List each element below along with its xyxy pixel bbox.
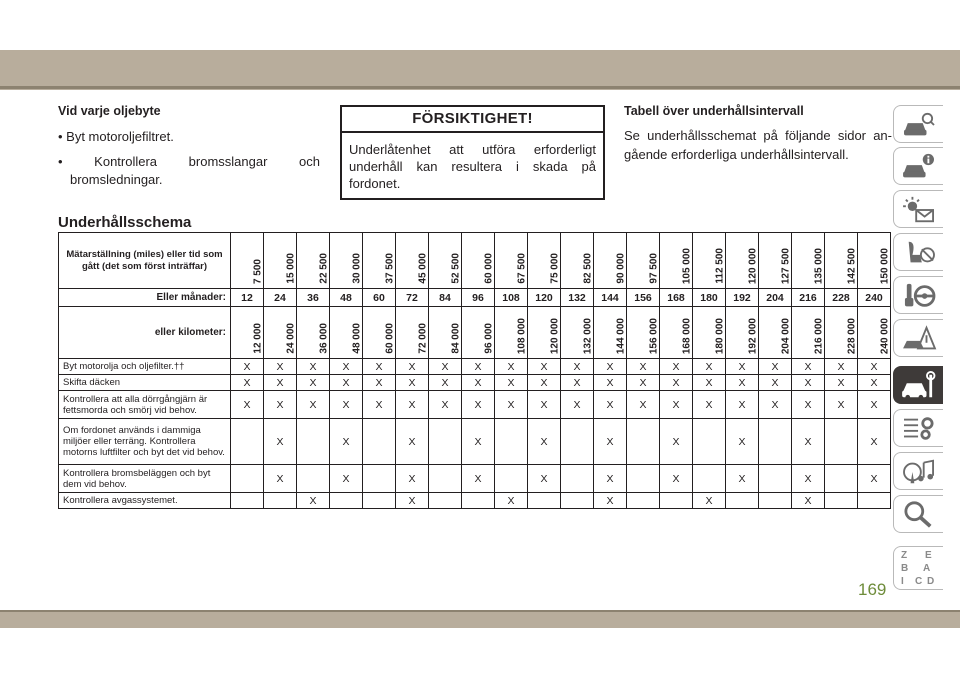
interval-mark: X — [462, 375, 495, 391]
interval-mark: X — [396, 493, 429, 509]
interval-mark — [429, 465, 462, 493]
miles-value: 142 500 — [846, 247, 858, 284]
interval-mark — [231, 493, 264, 509]
interval-mark: X — [396, 375, 429, 391]
kilometer-value: 216 000 — [813, 317, 825, 354]
interval-mark — [495, 419, 528, 465]
months-cell: 24 — [264, 289, 297, 307]
miles-value: 30 000 — [351, 253, 363, 284]
miles-cell — [528, 233, 561, 289]
interval-mark: X — [528, 391, 561, 419]
interval-mark: X — [330, 391, 363, 419]
kilometer-header: eller kilometer: — [59, 307, 231, 359]
kilometer-value: 120 000 — [549, 317, 561, 354]
interval-mark: X — [462, 391, 495, 419]
task-label: Om fordonet används i dammiga miljöer eller terräng. Kontrollera motorns luftfilter och byt det vid behov. — [59, 419, 231, 465]
interval-mark — [726, 493, 759, 509]
miles-cell — [858, 233, 891, 289]
interval-mark: X — [462, 359, 495, 375]
months-row — [59, 289, 891, 307]
index-letter: I — [901, 576, 904, 587]
months-cell: 168 — [660, 289, 693, 307]
kilometer-cell — [462, 307, 495, 359]
index-letter: A — [923, 563, 931, 574]
kilometer-value: 180 000 — [714, 317, 726, 354]
miles-row — [59, 233, 891, 289]
interval-mark: X — [231, 375, 264, 391]
interval-mark: X — [825, 359, 858, 375]
interval-mark: X — [396, 391, 429, 419]
interval-mark — [825, 465, 858, 493]
interval-mark — [462, 493, 495, 509]
side-tab-warning-lights-message[interactable] — [893, 190, 943, 228]
miles-value: 97 500 — [648, 253, 660, 284]
kilometer-cell — [495, 307, 528, 359]
miles-value: 60 000 — [483, 253, 495, 284]
miles-cell — [495, 233, 528, 289]
interval-mark: X — [330, 375, 363, 391]
interval-mark: X — [528, 359, 561, 375]
interval-mark: X — [858, 359, 891, 375]
side-tab-key-steering-wheel[interactable] — [893, 276, 943, 314]
interval-mark: X — [594, 419, 627, 465]
interval-mark: X — [627, 391, 660, 419]
oil-change-heading: Vid varje oljebyte — [58, 104, 161, 118]
kilometer-cell — [528, 307, 561, 359]
interval-mark: X — [759, 375, 792, 391]
months-cell: 60 — [363, 289, 396, 307]
miles-value: 127 500 — [780, 247, 792, 284]
months-cell: 84 — [429, 289, 462, 307]
miles-cell — [627, 233, 660, 289]
interval-mark: X — [660, 391, 693, 419]
miles-cell — [462, 233, 495, 289]
caution-text: Underlåtenhet att utföra erforderligt underhåll kan resultera i skada på fordonet. — [349, 142, 596, 191]
table-row — [59, 419, 891, 465]
interval-mark: X — [330, 465, 363, 493]
interval-mark: X — [594, 375, 627, 391]
kilometer-cell — [660, 307, 693, 359]
interval-mark: X — [759, 391, 792, 419]
interval-mark: X — [792, 493, 825, 509]
index-letter: Z — [901, 550, 908, 561]
miles-value: 67 500 — [516, 253, 528, 284]
miles-value: 15 000 — [285, 253, 297, 284]
oil-change-section — [58, 104, 320, 196]
interval-mark — [759, 493, 792, 509]
interval-mark: X — [231, 359, 264, 375]
interval-mark — [825, 419, 858, 465]
interval-mark: X — [792, 359, 825, 375]
miles-cell — [429, 233, 462, 289]
kilometer-value: 156 000 — [648, 317, 660, 354]
interval-mark — [363, 419, 396, 465]
miles-header: Mätarställning (miles) eller tid som gått (det som först inträffar) — [59, 233, 231, 289]
interval-mark: X — [561, 391, 594, 419]
interval-mark: X — [693, 391, 726, 419]
kilometer-value: 24 000 — [285, 323, 297, 354]
side-tab-car-wrench-maintenance[interactable] — [893, 366, 943, 404]
months-cell: 216 — [792, 289, 825, 307]
task-label: Kontrollera avgassystemet. — [59, 493, 231, 509]
table-row — [59, 391, 891, 419]
miles-value: 135 000 — [813, 247, 825, 284]
interval-mark: X — [726, 465, 759, 493]
months-cell: 12 — [231, 289, 264, 307]
interval-mark: X — [594, 359, 627, 375]
interval-mark: X — [858, 391, 891, 419]
table-row — [59, 375, 891, 391]
interval-mark: X — [363, 359, 396, 375]
miles-cell — [594, 233, 627, 289]
miles-value: 75 000 — [549, 253, 561, 284]
interval-mark — [561, 419, 594, 465]
interval-mark — [297, 465, 330, 493]
miles-value: 120 000 — [747, 247, 759, 284]
kilometer-value: 168 000 — [681, 317, 693, 354]
interval-mark — [858, 493, 891, 509]
kilometer-value: 60 000 — [384, 323, 396, 354]
interval-mark — [825, 493, 858, 509]
interval-mark — [528, 493, 561, 509]
months-header: Eller månader: — [59, 289, 231, 307]
index-letter: B — [901, 563, 909, 574]
miles-cell — [759, 233, 792, 289]
kilometer-cell — [429, 307, 462, 359]
task-label: Skifta däcken — [59, 375, 231, 391]
task-label: Kontrollera att alla dörrgångjärn är fettsmorda och smörj vid behov. — [59, 391, 231, 419]
months-cell: 228 — [825, 289, 858, 307]
interval-mark: X — [660, 359, 693, 375]
miles-value: 90 000 — [615, 253, 627, 284]
interval-mark — [231, 419, 264, 465]
interval-mark: X — [792, 465, 825, 493]
miles-value: 112 500 — [714, 248, 726, 284]
miles-value: 82 500 — [582, 253, 594, 284]
interval-table-section — [624, 104, 892, 164]
interval-mark — [297, 419, 330, 465]
miles-cell — [660, 233, 693, 289]
months-cell: 192 — [726, 289, 759, 307]
side-tab-car-search[interactable] — [893, 105, 943, 143]
interval-mark: X — [231, 391, 264, 419]
interval-mark — [231, 465, 264, 493]
interval-mark — [429, 493, 462, 509]
miles-cell — [231, 233, 264, 289]
bullet-brake-lines: • Kontrollera bromsslangar och bromsledningar. — [58, 154, 320, 187]
kilometer-cell — [396, 307, 429, 359]
kilometer-value: 204 000 — [780, 317, 792, 354]
kilometer-cell — [297, 307, 330, 359]
miles-value: 22 500 — [318, 253, 330, 284]
interval-mark: X — [495, 375, 528, 391]
interval-mark — [759, 419, 792, 465]
interval-mark: X — [627, 359, 660, 375]
table-row — [59, 493, 891, 509]
side-tab-search-magnifier[interactable] — [893, 495, 943, 533]
page-number: 169 — [858, 580, 887, 599]
kilometer-value: 108 000 — [516, 317, 528, 354]
interval-mark: X — [561, 359, 594, 375]
maintenance-schedule-table — [58, 232, 891, 509]
interval-mark: X — [858, 375, 891, 391]
interval-mark: X — [858, 465, 891, 493]
interval-mark: X — [495, 493, 528, 509]
side-tab-roadside-warning-triangle[interactable] — [893, 319, 943, 357]
interval-mark: X — [528, 375, 561, 391]
kilometer-cell — [759, 307, 792, 359]
caution-box — [340, 105, 605, 200]
kilometer-value: 96 000 — [483, 323, 495, 354]
interval-mark: X — [726, 359, 759, 375]
interval-mark: X — [363, 375, 396, 391]
kilometer-cell — [726, 307, 759, 359]
interval-mark: X — [726, 375, 759, 391]
interval-mark: X — [792, 391, 825, 419]
interval-mark: X — [792, 375, 825, 391]
interval-mark: X — [297, 359, 330, 375]
miles-cell — [825, 233, 858, 289]
kilometer-cell — [792, 307, 825, 359]
months-cell: 36 — [297, 289, 330, 307]
interval-mark: X — [495, 391, 528, 419]
miles-cell — [792, 233, 825, 289]
interval-mark: X — [594, 465, 627, 493]
interval-mark — [429, 419, 462, 465]
kilometer-cell — [264, 307, 297, 359]
months-cell: 204 — [759, 289, 792, 307]
kilometer-cell — [561, 307, 594, 359]
miles-value: 37 500 — [384, 253, 396, 284]
kilometer-value: 36 000 — [318, 323, 330, 354]
interval-mark — [693, 419, 726, 465]
kilometer-cell — [330, 307, 363, 359]
interval-mark: X — [660, 419, 693, 465]
miles-cell — [561, 233, 594, 289]
interval-table-heading: Tabell över underhållsintervall — [624, 104, 804, 118]
kilometer-value: 72 000 — [417, 323, 429, 354]
interval-mark: X — [396, 465, 429, 493]
interval-mark: X — [693, 493, 726, 509]
interval-mark: X — [495, 359, 528, 375]
alphabetical-index-icon — [899, 550, 939, 588]
index-letter: C — [915, 576, 923, 587]
miles-cell — [396, 233, 429, 289]
miles-cell — [363, 233, 396, 289]
index-letter: D — [927, 576, 935, 587]
interval-mark — [627, 419, 660, 465]
interval-mark: X — [627, 375, 660, 391]
interval-mark: X — [297, 391, 330, 419]
months-cell: 180 — [693, 289, 726, 307]
interval-mark: X — [396, 419, 429, 465]
interval-mark: X — [330, 359, 363, 375]
months-cell: 96 — [462, 289, 495, 307]
kilometer-cell — [594, 307, 627, 359]
interval-mark: X — [660, 465, 693, 493]
interval-mark — [330, 493, 363, 509]
side-tab-car-info[interactable] — [893, 147, 943, 185]
interval-mark: X — [462, 419, 495, 465]
kilometer-cell — [693, 307, 726, 359]
interval-mark: X — [825, 391, 858, 419]
kilometer-cell — [363, 307, 396, 359]
interval-mark: X — [594, 391, 627, 419]
interval-mark: X — [297, 375, 330, 391]
interval-mark: X — [825, 375, 858, 391]
kilometer-value: 144 000 — [615, 317, 627, 354]
interval-mark — [693, 465, 726, 493]
miles-value: 7 500 — [252, 258, 264, 284]
interval-mark: X — [264, 359, 297, 375]
interval-mark — [561, 465, 594, 493]
interval-mark: X — [264, 391, 297, 419]
miles-cell — [297, 233, 330, 289]
kilometer-value: 132 000 — [582, 317, 594, 354]
interval-mark — [264, 493, 297, 509]
interval-mark — [363, 493, 396, 509]
interval-mark: X — [264, 465, 297, 493]
months-cell: 144 — [594, 289, 627, 307]
interval-mark — [627, 465, 660, 493]
kilometer-cell — [858, 307, 891, 359]
months-cell: 156 — [627, 289, 660, 307]
interval-mark — [561, 493, 594, 509]
kilometer-cell — [825, 307, 858, 359]
kilometer-cell — [627, 307, 660, 359]
miles-cell — [264, 233, 297, 289]
interval-mark: X — [528, 465, 561, 493]
header-band — [0, 50, 960, 90]
interval-mark: X — [528, 419, 561, 465]
side-tab-car-seat-safety[interactable] — [893, 233, 943, 271]
task-label: Byt motorolja och oljefilter.†† — [59, 359, 231, 375]
task-label: Kontrollera bromsbeläggen och byt dem vid behov. — [59, 465, 231, 493]
interval-mark: X — [660, 375, 693, 391]
table-row — [59, 465, 891, 493]
interval-mark: X — [792, 419, 825, 465]
interval-mark: X — [726, 419, 759, 465]
kilometer-value: 48 000 — [351, 323, 363, 354]
interval-mark — [660, 493, 693, 509]
miles-cell — [330, 233, 363, 289]
interval-mark: X — [264, 419, 297, 465]
interval-mark: X — [462, 465, 495, 493]
interval-mark: X — [858, 419, 891, 465]
miles-value: 52 500 — [450, 253, 462, 284]
months-cell: 120 — [528, 289, 561, 307]
miles-value: 45 000 — [417, 253, 429, 284]
interval-table-text: Se underhållsschemat på följande sidor an-gående erforderliga underhållsintervall. — [624, 128, 892, 162]
miles-cell — [693, 233, 726, 289]
interval-mark: X — [363, 391, 396, 419]
months-cell: 72 — [396, 289, 429, 307]
interval-mark: X — [759, 359, 792, 375]
interval-mark: X — [429, 359, 462, 375]
miles-value: 105 000 — [681, 247, 693, 284]
bullet-oil-filter: • Byt motoroljefiltret. — [58, 129, 174, 144]
months-cell: 240 — [858, 289, 891, 307]
interval-mark — [627, 493, 660, 509]
kilometer-value: 228 000 — [846, 317, 858, 354]
interval-mark: X — [264, 375, 297, 391]
interval-mark: X — [693, 375, 726, 391]
interval-mark: X — [693, 359, 726, 375]
header-rule — [0, 86, 960, 89]
interval-mark — [759, 465, 792, 493]
miles-value: 150 000 — [879, 247, 891, 284]
index-letter: E — [925, 550, 932, 561]
interval-mark — [363, 465, 396, 493]
interval-mark: X — [561, 375, 594, 391]
kilometer-row — [59, 307, 891, 359]
footer-band — [0, 612, 960, 628]
interval-mark: X — [726, 391, 759, 419]
table-row — [59, 359, 891, 375]
kilometer-value: 240 000 — [879, 317, 891, 354]
side-tab-multimedia-music[interactable] — [893, 452, 943, 490]
caution-title: FÖRSIKTIGHET! — [342, 107, 603, 133]
side-tab-specifications-gears[interactable] — [893, 409, 943, 447]
months-cell: 108 — [495, 289, 528, 307]
kilometer-value: 192 000 — [747, 317, 759, 354]
interval-mark — [495, 465, 528, 493]
interval-mark: X — [429, 391, 462, 419]
kilometer-cell — [231, 307, 264, 359]
interval-mark: X — [297, 493, 330, 509]
kilometer-value: 84 000 — [450, 323, 462, 354]
months-cell: 132 — [561, 289, 594, 307]
miles-cell — [726, 233, 759, 289]
interval-mark: X — [330, 419, 363, 465]
interval-mark: X — [429, 375, 462, 391]
maintenance-schedule-title: Underhållsschema — [58, 214, 192, 231]
interval-mark: X — [594, 493, 627, 509]
interval-mark: X — [396, 359, 429, 375]
kilometer-value: 12 000 — [252, 323, 264, 354]
months-cell: 48 — [330, 289, 363, 307]
side-tab-alphabetical-index[interactable] — [893, 546, 943, 590]
